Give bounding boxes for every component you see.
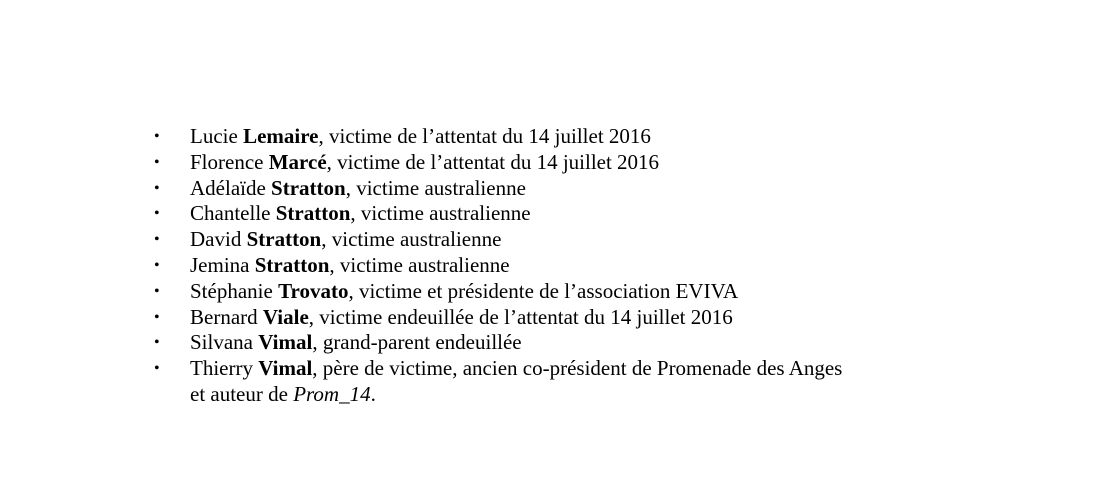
first-name: Florence bbox=[190, 149, 264, 174]
list-item bbox=[150, 150, 842, 176]
item-end-punctuation: . bbox=[370, 381, 376, 406]
item-description-continued: et auteur de bbox=[190, 381, 294, 406]
bullet-icon: • bbox=[154, 153, 160, 171]
first-name: Jemina bbox=[190, 252, 250, 277]
list-item bbox=[150, 124, 842, 150]
list-item bbox=[150, 279, 842, 305]
last-name: Stratton bbox=[275, 201, 351, 226]
book-title: Prom_14 bbox=[293, 381, 371, 406]
list-item bbox=[150, 305, 842, 331]
last-name: Trovato bbox=[278, 278, 349, 303]
bullet-icon: • bbox=[154, 179, 160, 197]
list-item bbox=[150, 330, 842, 356]
first-name: Bernard bbox=[190, 304, 258, 329]
first-name: David bbox=[190, 227, 242, 252]
item-description: , père de victime, ancien co-président de Promenade des Anges bbox=[312, 356, 843, 381]
first-name: Thierry bbox=[190, 356, 253, 381]
list-item bbox=[150, 253, 842, 279]
first-name: Lucie bbox=[190, 124, 238, 148]
item-description: , victime australienne bbox=[345, 175, 526, 200]
last-name: Vimal bbox=[258, 356, 313, 381]
bullet-icon: • bbox=[154, 334, 160, 352]
first-name: Adélaïde bbox=[190, 175, 266, 200]
first-name: Stéphanie bbox=[190, 278, 273, 303]
last-name: Stratton bbox=[246, 227, 322, 252]
list-item bbox=[150, 176, 842, 202]
item-description: , grand-parent endeuillée bbox=[312, 330, 522, 355]
first-name: Silvana bbox=[190, 330, 253, 355]
last-name: Vimal bbox=[258, 330, 313, 355]
bullet-icon: • bbox=[154, 256, 160, 274]
item-description: , victime endeuillée de l’attentat du 14 juillet 2016 bbox=[308, 304, 733, 329]
item-description: , victime de l’attentat du 14 juillet 2016 bbox=[326, 149, 660, 174]
victims-list bbox=[150, 124, 842, 408]
item-description: , victime australienne bbox=[329, 252, 510, 277]
last-name: Viale bbox=[262, 304, 309, 329]
bullet-icon: • bbox=[154, 282, 160, 300]
list-item bbox=[150, 356, 842, 408]
bullet-icon: • bbox=[154, 205, 160, 223]
last-name: Stratton bbox=[271, 175, 346, 200]
list-item bbox=[150, 227, 842, 253]
item-description: , victime de l’attentat du 14 juillet 2016 bbox=[318, 124, 651, 148]
first-name: Chantelle bbox=[190, 201, 271, 226]
last-name: Marcé bbox=[268, 149, 327, 174]
item-description: , victime australienne bbox=[350, 201, 531, 226]
last-name: Lemaire bbox=[243, 124, 319, 148]
bullet-icon: • bbox=[154, 231, 160, 249]
item-description: , victime et présidente de l’association EVIVA bbox=[348, 278, 739, 303]
item-description: , victime australienne bbox=[321, 227, 502, 252]
bullet-icon: • bbox=[154, 360, 160, 378]
bullet-icon: • bbox=[154, 128, 160, 145]
last-name: Stratton bbox=[254, 252, 330, 277]
bullet-icon: • bbox=[154, 308, 160, 326]
list-item bbox=[150, 201, 842, 227]
